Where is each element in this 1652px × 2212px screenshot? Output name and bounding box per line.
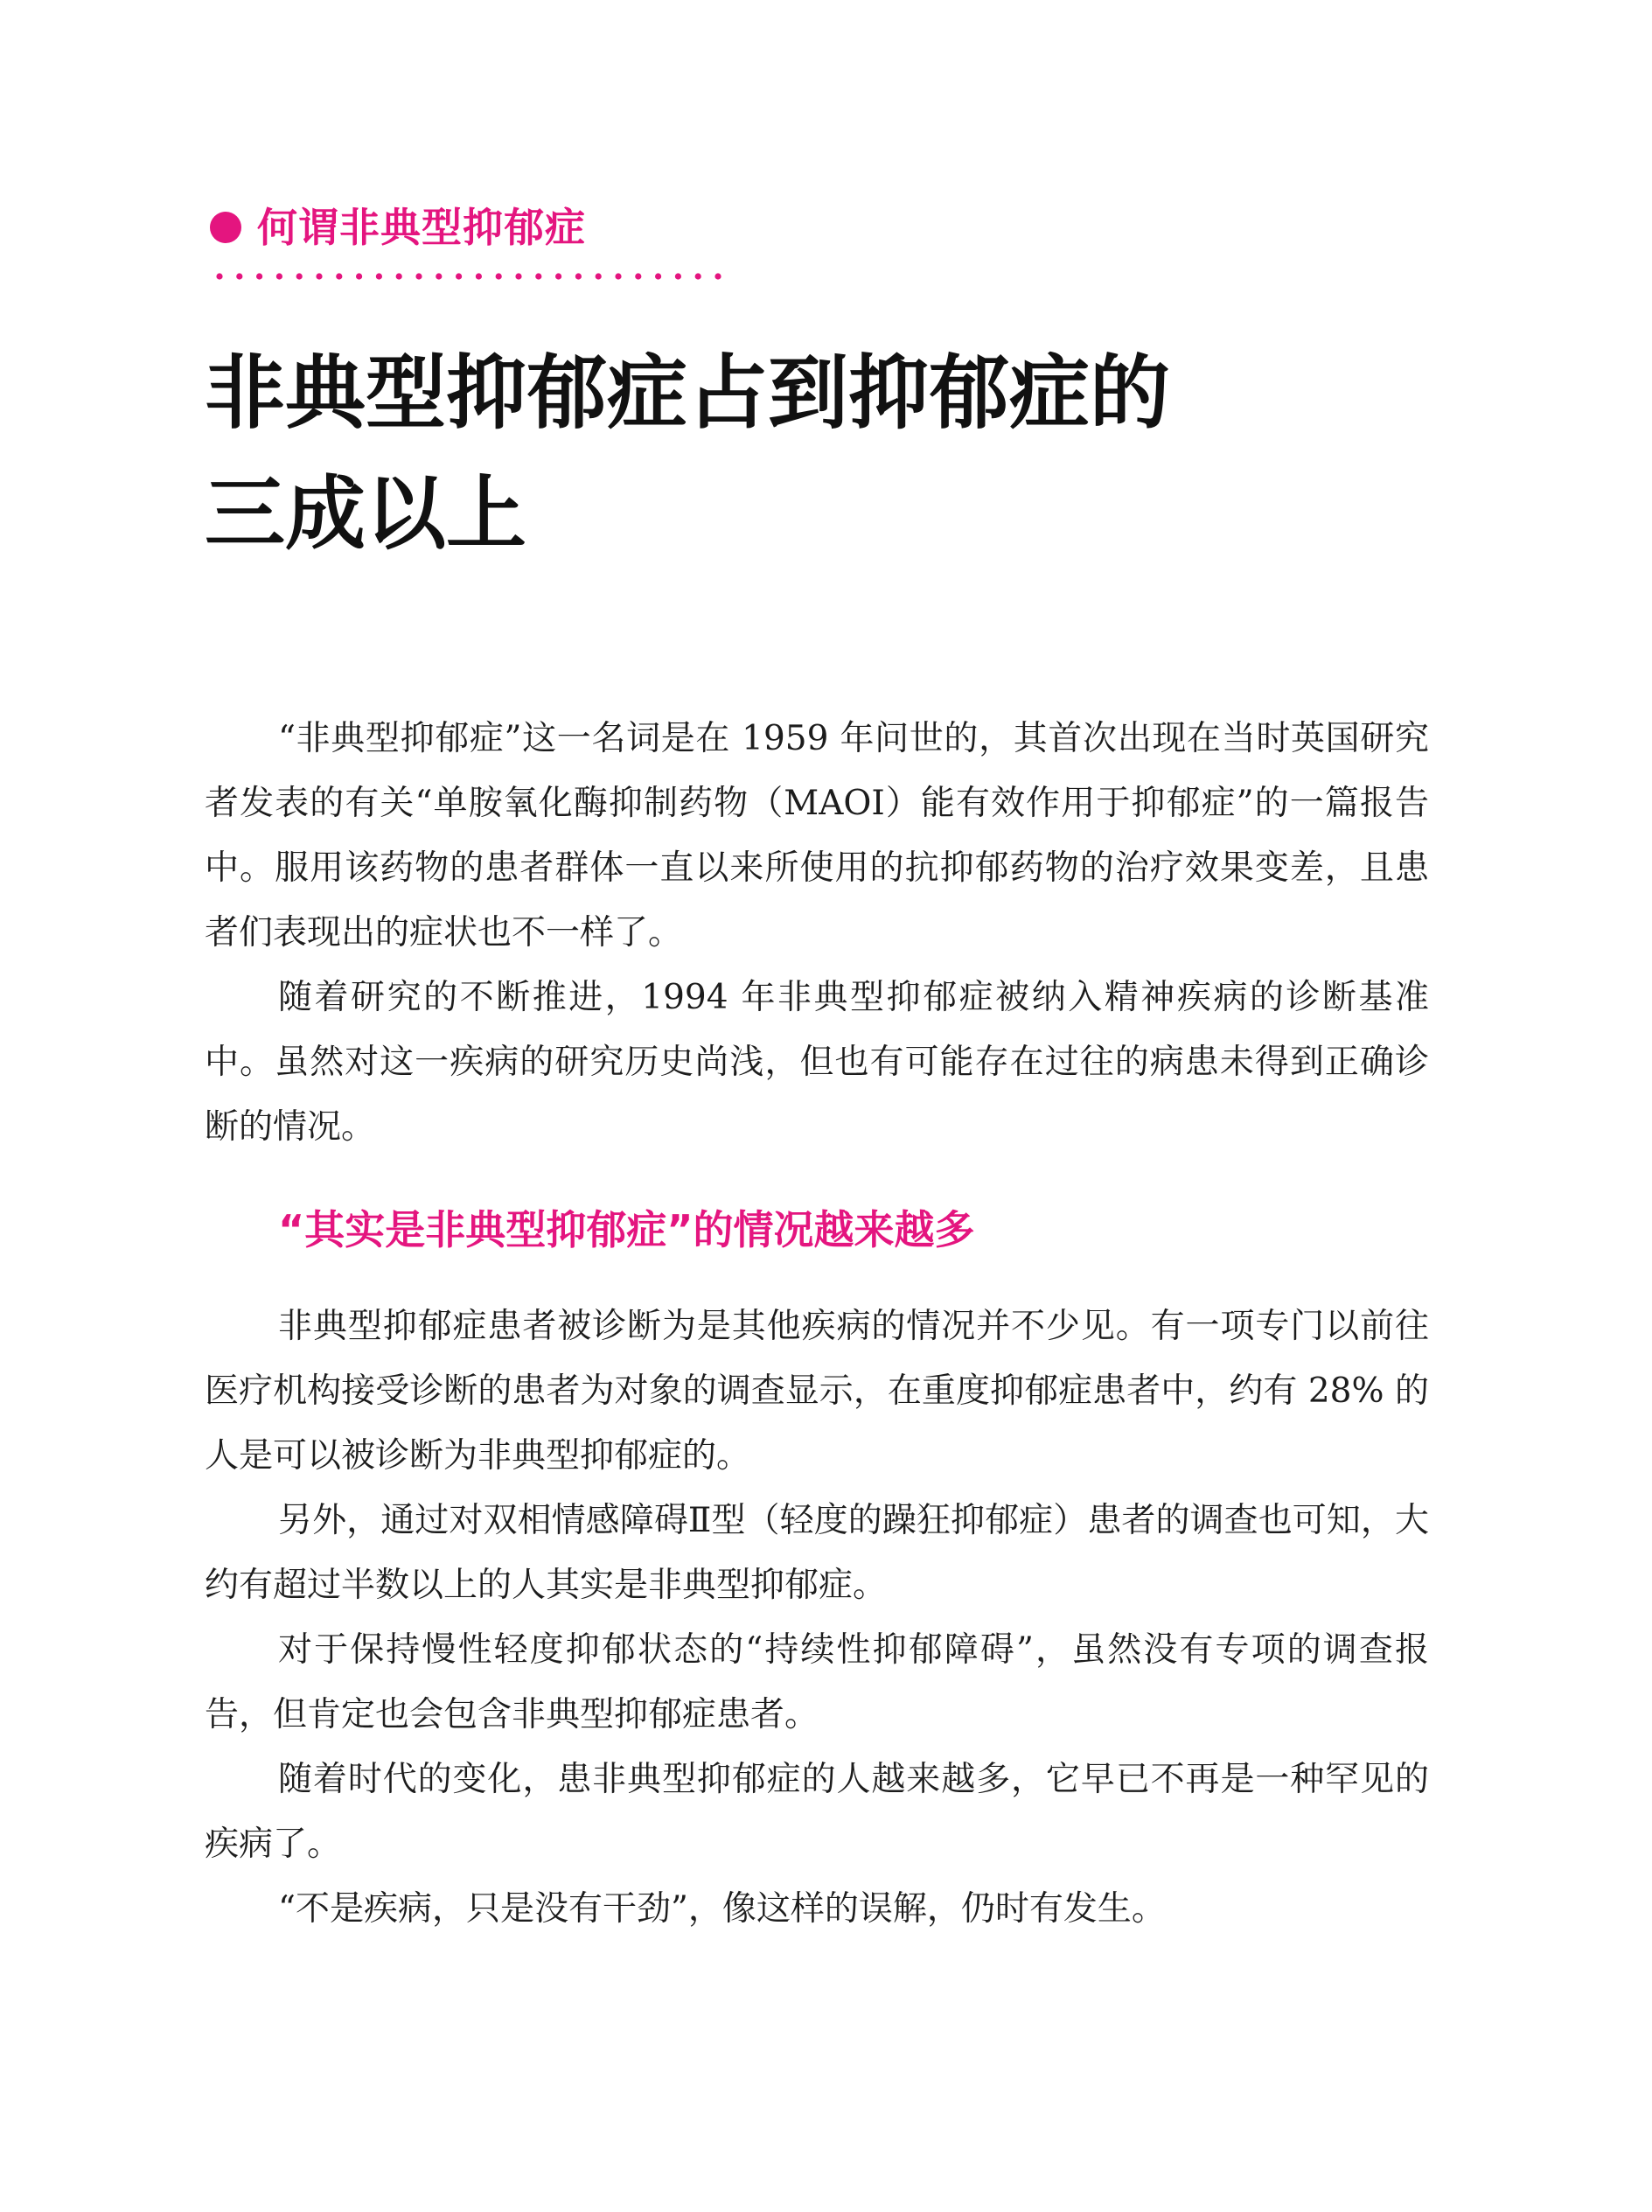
divider-dot <box>596 273 602 279</box>
divider-dot <box>635 273 641 279</box>
divider-dot <box>376 273 382 279</box>
section-tag-label: 何谓非典型抑郁症 <box>257 204 586 251</box>
page-title-line-1: 非典型抑郁症占到抑郁症的 <box>205 345 1171 440</box>
divider-dot <box>615 273 621 279</box>
divider-dot <box>675 273 681 279</box>
paragraph: 另外，通过对双相情感障碍Ⅱ型（轻度的躁狂抑郁症）患者的调查也可知，大约有超过半数以上的人其实是非典型抑郁症。 <box>205 1501 1429 1605</box>
page-title <box>205 332 1464 574</box>
intro-text <box>205 707 1429 1160</box>
divider-dot <box>476 273 482 279</box>
divider-dot <box>456 273 462 279</box>
subheading: “其实是非典型抑郁症”的情况越来越多 <box>278 1206 975 1253</box>
divider-dot <box>396 273 402 279</box>
body-text <box>205 1294 1429 1942</box>
dotted-divider <box>215 269 731 283</box>
divider-dot <box>415 273 422 279</box>
divider-dot <box>535 273 541 279</box>
divider-dot <box>316 273 322 279</box>
paragraph: 随着时代的变化，患非典型抑郁症的人越来越多，它早已不再是一种罕见的疾病了。 <box>205 1760 1429 1864</box>
paragraph: 随着研究的不断推进，1994 年非典型抑郁症被纳入精神疾病的诊断基准中。虽然对这一疾病的研究历史尚浅，但也有可能存在过往的病患未得到正确诊断的情况。 <box>205 978 1429 1147</box>
divider-dot <box>436 273 442 279</box>
divider-dot <box>575 273 582 279</box>
divider-dot <box>515 273 521 279</box>
paragraph: 非典型抑郁症患者被诊断为是其他疾病的情况并不少见。有一项专门以前往医疗机构接受诊断的患者为对象的调查显示，在重度抑郁症患者中，约有 28% 的人是可以被诊断为非典型抑郁症的。 <box>205 1307 1429 1476</box>
divider-dot <box>555 273 561 279</box>
page-title-line-2: 三成以上 <box>205 466 527 561</box>
divider-dot <box>216 273 222 279</box>
divider-dot <box>336 273 342 279</box>
divider-dot <box>695 273 701 279</box>
divider-dot <box>276 273 282 279</box>
divider-dot <box>256 273 262 279</box>
divider-dot <box>236 273 242 279</box>
paragraph: 对于保持慢性轻度抑郁状态的“持续性抑郁障碍”，虽然没有专项的调查报告，但肯定也会包含非典型抑郁症患者。 <box>205 1630 1429 1734</box>
divider-dot <box>496 273 502 279</box>
divider-dot <box>714 273 721 279</box>
divider-dot <box>356 273 362 279</box>
section-tag <box>210 203 586 252</box>
paragraph: “非典型抑郁症”这一名词是在 1959 年问世的，其首次出现在当时英国研究者发表的有关“单胺氧化酶抑制药物（MAOI）能有效作用于抑郁症”的一篇报告中。服用该药物的患者群体一直以来所使用的抗抑郁药物的治疗效果变差，且患者们表现出的症状也不一样了。 <box>205 719 1429 952</box>
bullet-circle-icon <box>210 212 241 243</box>
paragraph: “不是疾病，只是没有干劲”，像这样的误解，仍时有发生。 <box>278 1889 1166 1929</box>
divider-dot <box>296 273 303 279</box>
divider-dot <box>655 273 661 279</box>
